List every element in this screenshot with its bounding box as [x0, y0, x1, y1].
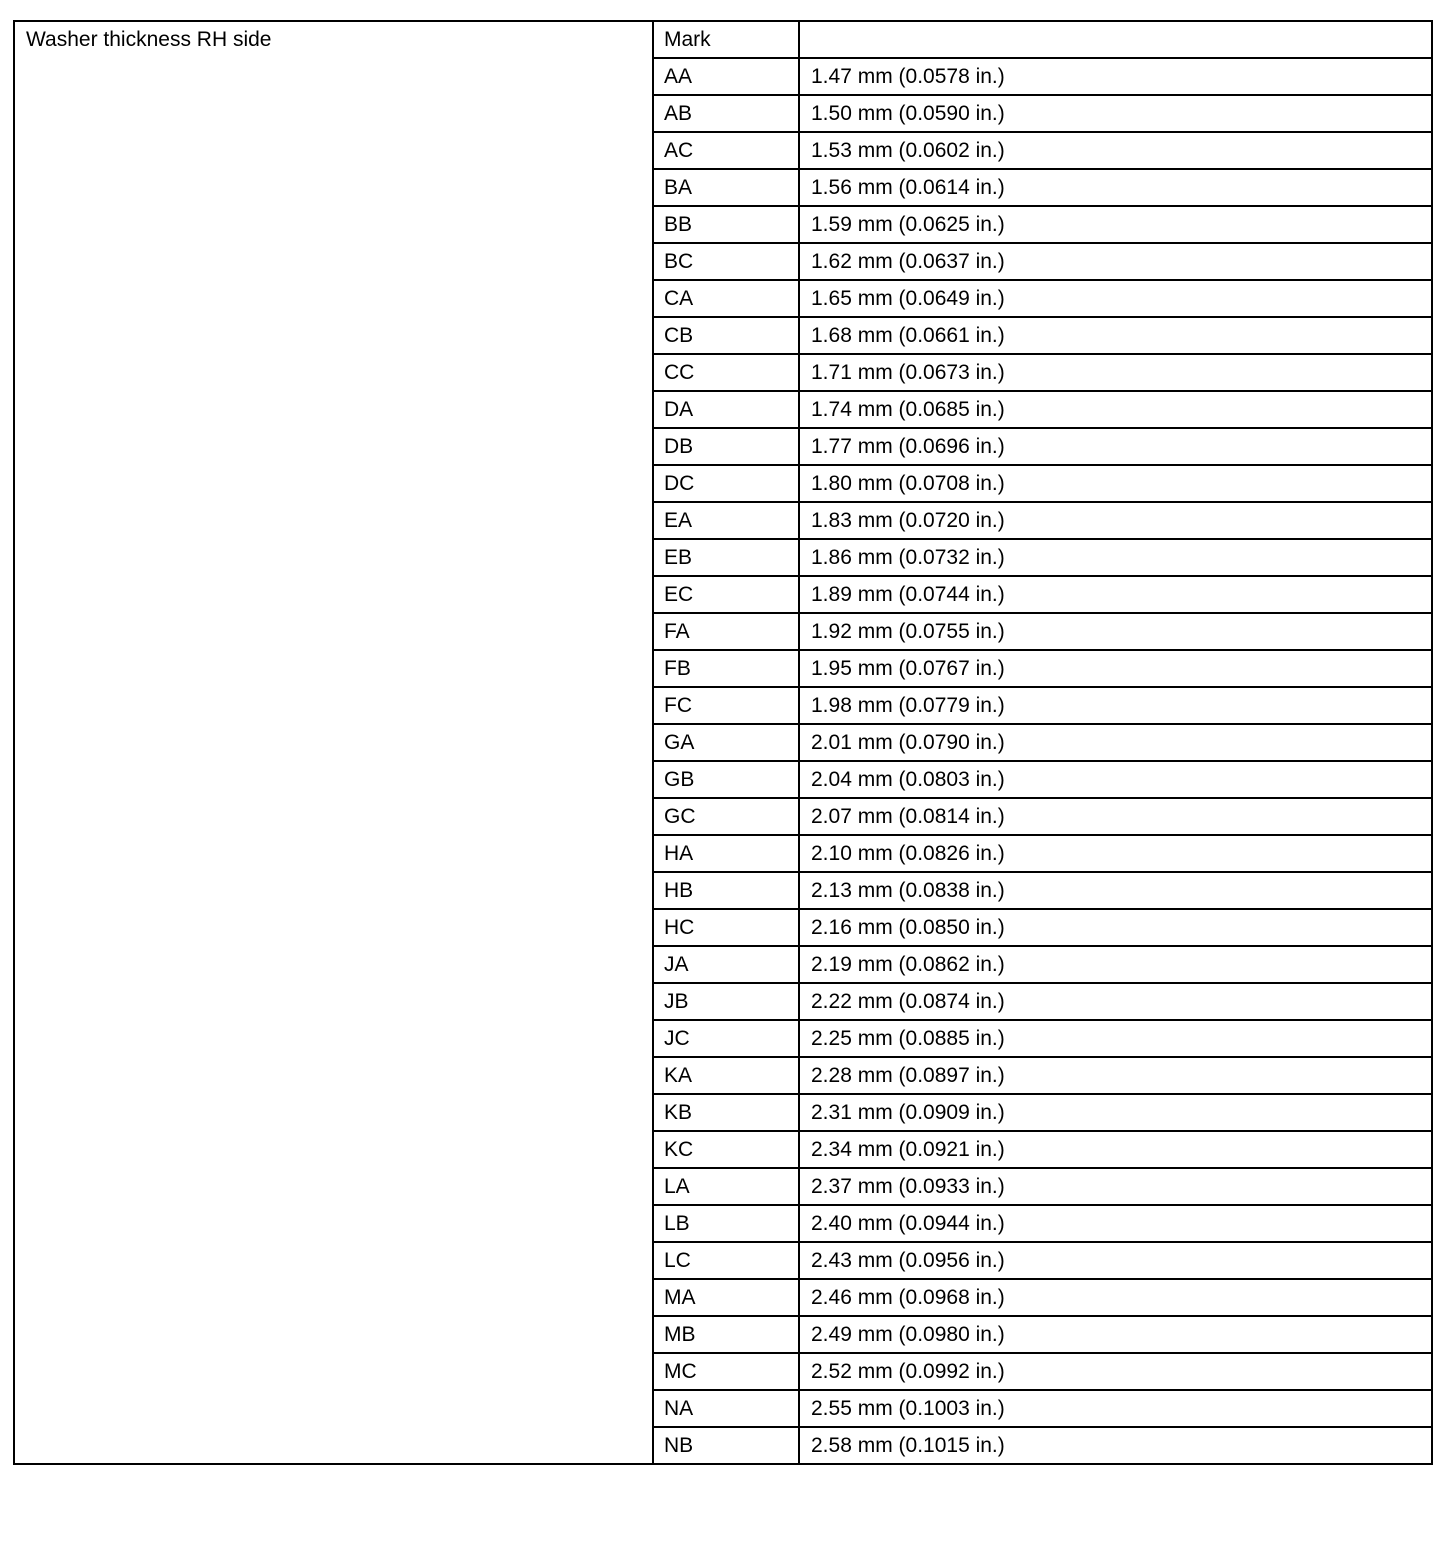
thickness-value-cell: 1.68 mm (0.0661 in.)	[799, 317, 1432, 354]
thickness-value-cell: 1.59 mm (0.0625 in.)	[799, 206, 1432, 243]
thickness-value-cell: 2.46 mm (0.0968 in.)	[799, 1279, 1432, 1316]
thickness-value-cell: 1.89 mm (0.0744 in.)	[799, 576, 1432, 613]
mark-cell: DC	[653, 465, 799, 502]
mark-cell: NA	[653, 1390, 799, 1427]
mark-cell: FB	[653, 650, 799, 687]
mark-cell: KC	[653, 1131, 799, 1168]
thickness-value-cell: 2.01 mm (0.0790 in.)	[799, 724, 1432, 761]
thickness-value-cell: 1.86 mm (0.0732 in.)	[799, 539, 1432, 576]
thickness-value-cell: 2.31 mm (0.0909 in.)	[799, 1094, 1432, 1131]
thickness-value-cell: 1.80 mm (0.0708 in.)	[799, 465, 1432, 502]
thickness-value-cell: 2.28 mm (0.0897 in.)	[799, 1057, 1432, 1094]
thickness-value-cell: 2.34 mm (0.0921 in.)	[799, 1131, 1432, 1168]
mark-cell: AC	[653, 132, 799, 169]
thickness-value-cell: 1.98 mm (0.0779 in.)	[799, 687, 1432, 724]
thickness-value-cell: 1.56 mm (0.0614 in.)	[799, 169, 1432, 206]
mark-cell: LB	[653, 1205, 799, 1242]
thickness-value-cell: 2.19 mm (0.0862 in.)	[799, 946, 1432, 983]
mark-cell: DB	[653, 428, 799, 465]
thickness-value-cell: 1.95 mm (0.0767 in.)	[799, 650, 1432, 687]
thickness-value-cell: 2.25 mm (0.0885 in.)	[799, 1020, 1432, 1057]
thickness-value-cell: 2.37 mm (0.0933 in.)	[799, 1168, 1432, 1205]
value-header-cell	[799, 21, 1432, 58]
mark-cell: GC	[653, 798, 799, 835]
mark-cell: EC	[653, 576, 799, 613]
thickness-value-cell: 2.49 mm (0.0980 in.)	[799, 1316, 1432, 1353]
thickness-value-cell: 2.43 mm (0.0956 in.)	[799, 1242, 1432, 1279]
mark-cell: MC	[653, 1353, 799, 1390]
mark-cell: BB	[653, 206, 799, 243]
washer-thickness-table	[13, 20, 1433, 1465]
thickness-value-cell: 2.04 mm (0.0803 in.)	[799, 761, 1432, 798]
mark-cell: HA	[653, 835, 799, 872]
mark-cell: LA	[653, 1168, 799, 1205]
thickness-value-cell: 2.13 mm (0.0838 in.)	[799, 872, 1432, 909]
mark-cell: CC	[653, 354, 799, 391]
thickness-value-cell: 1.92 mm (0.0755 in.)	[799, 613, 1432, 650]
thickness-value-cell: 2.16 mm (0.0850 in.)	[799, 909, 1432, 946]
thickness-value-cell: 1.65 mm (0.0649 in.)	[799, 280, 1432, 317]
mark-cell: HC	[653, 909, 799, 946]
mark-cell: KA	[653, 1057, 799, 1094]
thickness-value-cell: 1.74 mm (0.0685 in.)	[799, 391, 1432, 428]
thickness-value-cell: 2.22 mm (0.0874 in.)	[799, 983, 1432, 1020]
mark-cell: MA	[653, 1279, 799, 1316]
thickness-value-cell: 1.47 mm (0.0578 in.)	[799, 58, 1432, 95]
row-label-cell: Washer thickness RH side	[14, 21, 653, 1464]
mark-cell: LC	[653, 1242, 799, 1279]
thickness-value-cell: 1.77 mm (0.0696 in.)	[799, 428, 1432, 465]
table-body	[14, 21, 1432, 1464]
document-page	[13, 20, 1431, 1465]
mark-cell: JA	[653, 946, 799, 983]
mark-cell: CA	[653, 280, 799, 317]
thickness-value-cell: 1.83 mm (0.0720 in.)	[799, 502, 1432, 539]
mark-cell: GA	[653, 724, 799, 761]
thickness-value-cell: 2.52 mm (0.0992 in.)	[799, 1353, 1432, 1390]
mark-cell: CB	[653, 317, 799, 354]
thickness-value-cell: 1.50 mm (0.0590 in.)	[799, 95, 1432, 132]
mark-cell: AB	[653, 95, 799, 132]
mark-cell: BA	[653, 169, 799, 206]
mark-cell: FC	[653, 687, 799, 724]
thickness-value-cell: 2.40 mm (0.0944 in.)	[799, 1205, 1432, 1242]
mark-cell: EB	[653, 539, 799, 576]
thickness-value-cell: 2.07 mm (0.0814 in.)	[799, 798, 1432, 835]
thickness-value-cell: 1.62 mm (0.0637 in.)	[799, 243, 1432, 280]
thickness-value-cell: 2.55 mm (0.1003 in.)	[799, 1390, 1432, 1427]
mark-cell: FA	[653, 613, 799, 650]
mark-cell: DA	[653, 391, 799, 428]
mark-cell: JB	[653, 983, 799, 1020]
thickness-value-cell: 2.10 mm (0.0826 in.)	[799, 835, 1432, 872]
thickness-value-cell: 1.71 mm (0.0673 in.)	[799, 354, 1432, 391]
mark-cell: BC	[653, 243, 799, 280]
thickness-value-cell: 2.58 mm (0.1015 in.)	[799, 1427, 1432, 1464]
thickness-value-cell: 1.53 mm (0.0602 in.)	[799, 132, 1432, 169]
mark-cell: HB	[653, 872, 799, 909]
mark-cell: MB	[653, 1316, 799, 1353]
mark-cell: JC	[653, 1020, 799, 1057]
mark-cell: EA	[653, 502, 799, 539]
mark-cell: GB	[653, 761, 799, 798]
mark-header-cell: Mark	[653, 21, 799, 58]
mark-cell: KB	[653, 1094, 799, 1131]
mark-cell: AA	[653, 58, 799, 95]
mark-cell: NB	[653, 1427, 799, 1464]
table-header-row	[14, 21, 1432, 58]
